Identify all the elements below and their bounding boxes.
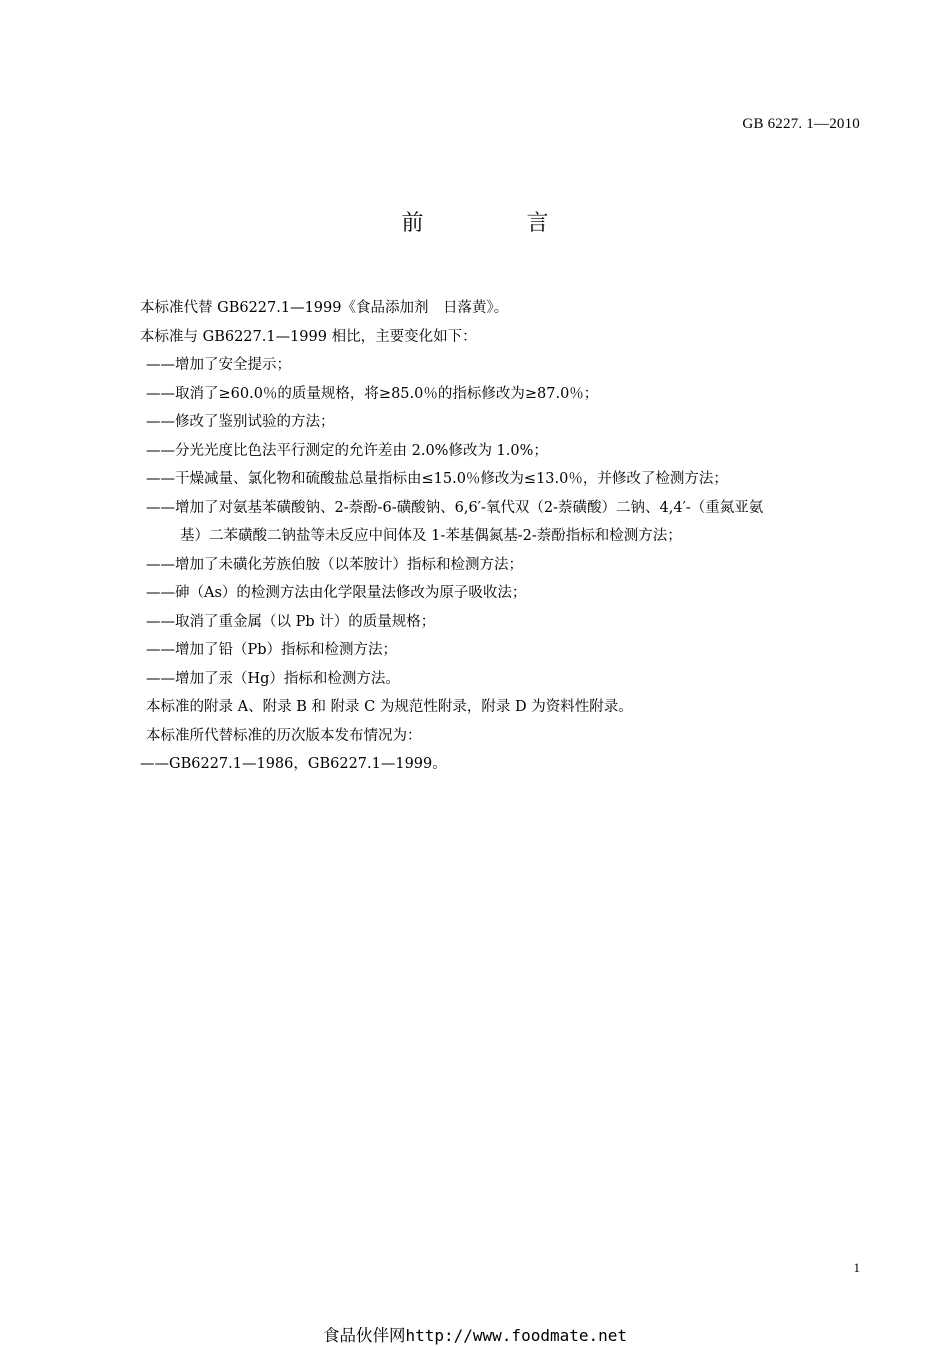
list-item: ——增加了铅（Pb）指标和检测方法； [146,642,398,658]
list-item: ——增加了汞（Hg）指标和检测方法。 [146,670,400,687]
list-item: ——增加了安全提示； [146,357,291,373]
list-item: ——增加了对氨基苯磺酸钠、2-萘酚-6-磺酸钠、6,6′-氧代双（2-萘磺酸）二钠、4,4′-（重氮亚氨 [146,499,764,516]
footer-watermark [0,1322,950,1346]
list-item: ——增加了未磺化芳族伯胺（以苯胺计）指标和检测方法； [146,556,523,573]
page-title: 前 言 [401,211,597,236]
list-item: ——取消了≥60.0％的质量规格，将≥85.0％的指标修改为≥87.0％； [146,385,599,402]
page-number: 1 [853,1260,860,1275]
list-item-continuation: 基）二苯磺酸二钠盐等未反应中间体及 1-苯基偶氮基-2-萘酚指标和检测方法； [180,528,682,544]
list-item: ——GB6227.1—1986，GB6227.1—1999。 [140,756,447,772]
standard-code: GB 6227. 1—2010 [742,116,860,132]
paragraph-line: 本标准所代替标准的历次版本发布情况为： [146,727,422,744]
list-item: ——分光光度比色法平行测定的允许差由 2.0%修改为 1.0%； [146,442,548,459]
footer-url-link[interactable]: http://www.foodmate.net [405,1326,628,1345]
paragraph-line: 本标准的附录 A、附录 B 和 附录 C 为规范性附录，附录 D 为资料性附录。 [146,699,633,715]
document-body [140,294,870,779]
list-item: ——砷（As）的检测方法由化学限量法修改为原子吸收法； [146,585,527,601]
paragraph-line: 本标准代替 GB6227.1—1999《食品添加剂 日落黄》。 [140,300,509,316]
list-item: ——修改了鉴别试验的方法； [146,414,335,430]
list-item: ——干燥减量、氯化物和硫酸盐总量指标由≤15.0％修改为≤13.0％，并修改了检测方法； [146,471,728,487]
list-item: ——取消了重金属（以 Pb 计）的质量规格； [146,613,436,630]
footer-site-name: 食品伙伴网 [322,1326,406,1345]
paragraph-line: 本标准与 GB6227.1—1999 相比，主要变化如下： [140,328,477,345]
